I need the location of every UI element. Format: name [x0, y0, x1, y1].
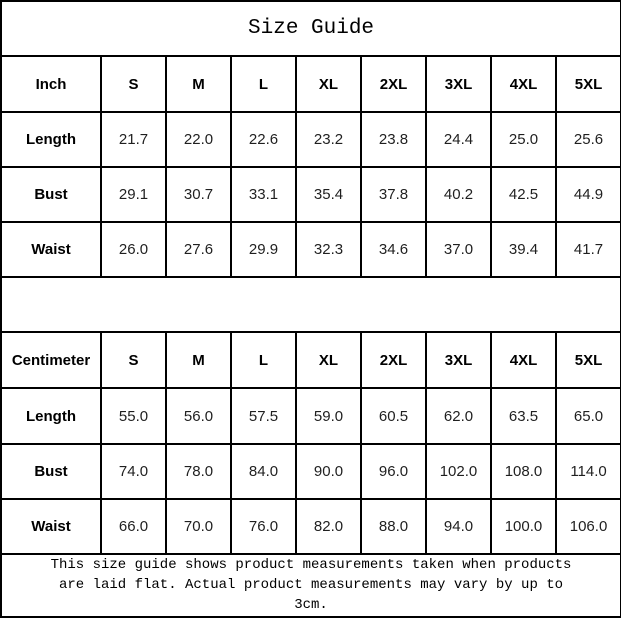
measurement-cell: 41.7	[556, 222, 621, 277]
measurement-cell: 35.4	[296, 167, 361, 222]
spacer-cell	[1, 277, 621, 332]
size-col-header-4xl: 4XL	[491, 332, 556, 388]
measurement-cell: 34.6	[361, 222, 426, 277]
size-col-header-3xl: 3XL	[426, 332, 491, 388]
inch-header-row	[1, 56, 621, 112]
size-col-header-s: S	[101, 332, 166, 388]
row-label-length: Length	[1, 112, 101, 167]
table-spacer-row	[1, 277, 621, 332]
size-col-header-l: L	[231, 56, 296, 112]
measurement-cell: 84.0	[231, 444, 296, 499]
measurement-cell: 37.0	[426, 222, 491, 277]
measurement-cell: 78.0	[166, 444, 231, 499]
measurement-cell: 96.0	[361, 444, 426, 499]
measurement-cell: 57.5	[231, 388, 296, 443]
cm-waist-row	[1, 499, 621, 554]
measurement-cell: 42.5	[491, 167, 556, 222]
size-col-header-3xl: 3XL	[426, 56, 491, 112]
measurement-cell: 29.1	[101, 167, 166, 222]
measurement-cell: 82.0	[296, 499, 361, 554]
measurement-cell: 76.0	[231, 499, 296, 554]
measurement-cell: 22.6	[231, 112, 296, 167]
measurement-cell: 100.0	[491, 499, 556, 554]
measurement-cell: 66.0	[101, 499, 166, 554]
measurement-cell: 90.0	[296, 444, 361, 499]
measurement-cell: 63.5	[491, 388, 556, 443]
measurement-cell: 94.0	[426, 499, 491, 554]
measurement-cell: 26.0	[101, 222, 166, 277]
size-col-header-xl: XL	[296, 56, 361, 112]
measurement-cell: 59.0	[296, 388, 361, 443]
measurement-cell: 22.0	[166, 112, 231, 167]
measurement-cell: 32.3	[296, 222, 361, 277]
measurement-cell: 74.0	[101, 444, 166, 499]
size-col-header-m: M	[166, 56, 231, 112]
measurement-cell: 29.9	[231, 222, 296, 277]
cm-bust-row	[1, 444, 621, 499]
unit-header-inch: Inch	[1, 56, 101, 112]
size-col-header-4xl: 4XL	[491, 56, 556, 112]
measurement-disclaimer: This size guide shows product measurements taken when products are laid flat. Actual product measurements may vary by up to 3cm.	[50, 557, 572, 614]
measurement-cell: 21.7	[101, 112, 166, 167]
size-col-header-2xl: 2XL	[361, 56, 426, 112]
cm-length-row	[1, 388, 621, 443]
row-label-waist: Waist	[1, 222, 101, 277]
inch-bust-row	[1, 167, 621, 222]
size-col-header-5xl: 5XL	[556, 56, 621, 112]
size-col-header-l: L	[231, 332, 296, 388]
unit-header-centimeter: Centimeter	[1, 332, 101, 388]
measurement-cell: 65.0	[556, 388, 621, 443]
size-col-header-s: S	[101, 56, 166, 112]
measurement-cell: 37.8	[361, 167, 426, 222]
measurement-cell: 88.0	[361, 499, 426, 554]
footer-cell	[1, 554, 621, 617]
row-label-waist: Waist	[1, 499, 101, 554]
measurement-cell: 30.7	[166, 167, 231, 222]
measurement-cell: 62.0	[426, 388, 491, 443]
size-col-header-m: M	[166, 332, 231, 388]
measurement-cell: 102.0	[426, 444, 491, 499]
measurement-cell: 55.0	[101, 388, 166, 443]
measurement-cell: 23.8	[361, 112, 426, 167]
measurement-cell: 33.1	[231, 167, 296, 222]
measurement-cell: 114.0	[556, 444, 621, 499]
measurement-cell: 24.4	[426, 112, 491, 167]
measurement-cell: 106.0	[556, 499, 621, 554]
measurement-cell: 108.0	[491, 444, 556, 499]
size-col-header-2xl: 2XL	[361, 332, 426, 388]
measurement-cell: 56.0	[166, 388, 231, 443]
inch-waist-row	[1, 222, 621, 277]
page-title: Size Guide	[1, 1, 621, 56]
measurement-cell: 44.9	[556, 167, 621, 222]
size-col-header-xl: XL	[296, 332, 361, 388]
row-label-length: Length	[1, 388, 101, 443]
measurement-cell: 60.5	[361, 388, 426, 443]
measurement-cell: 39.4	[491, 222, 556, 277]
measurement-cell: 27.6	[166, 222, 231, 277]
row-label-bust: Bust	[1, 167, 101, 222]
measurement-cell: 25.6	[556, 112, 621, 167]
measurement-cell: 70.0	[166, 499, 231, 554]
measurement-cell: 23.2	[296, 112, 361, 167]
measurement-cell: 25.0	[491, 112, 556, 167]
row-label-bust: Bust	[1, 444, 101, 499]
inch-length-row	[1, 112, 621, 167]
title-row	[1, 1, 621, 56]
centimeter-header-row	[1, 332, 621, 388]
size-col-header-5xl: 5XL	[556, 332, 621, 388]
measurement-cell: 40.2	[426, 167, 491, 222]
footer-row	[1, 554, 621, 617]
